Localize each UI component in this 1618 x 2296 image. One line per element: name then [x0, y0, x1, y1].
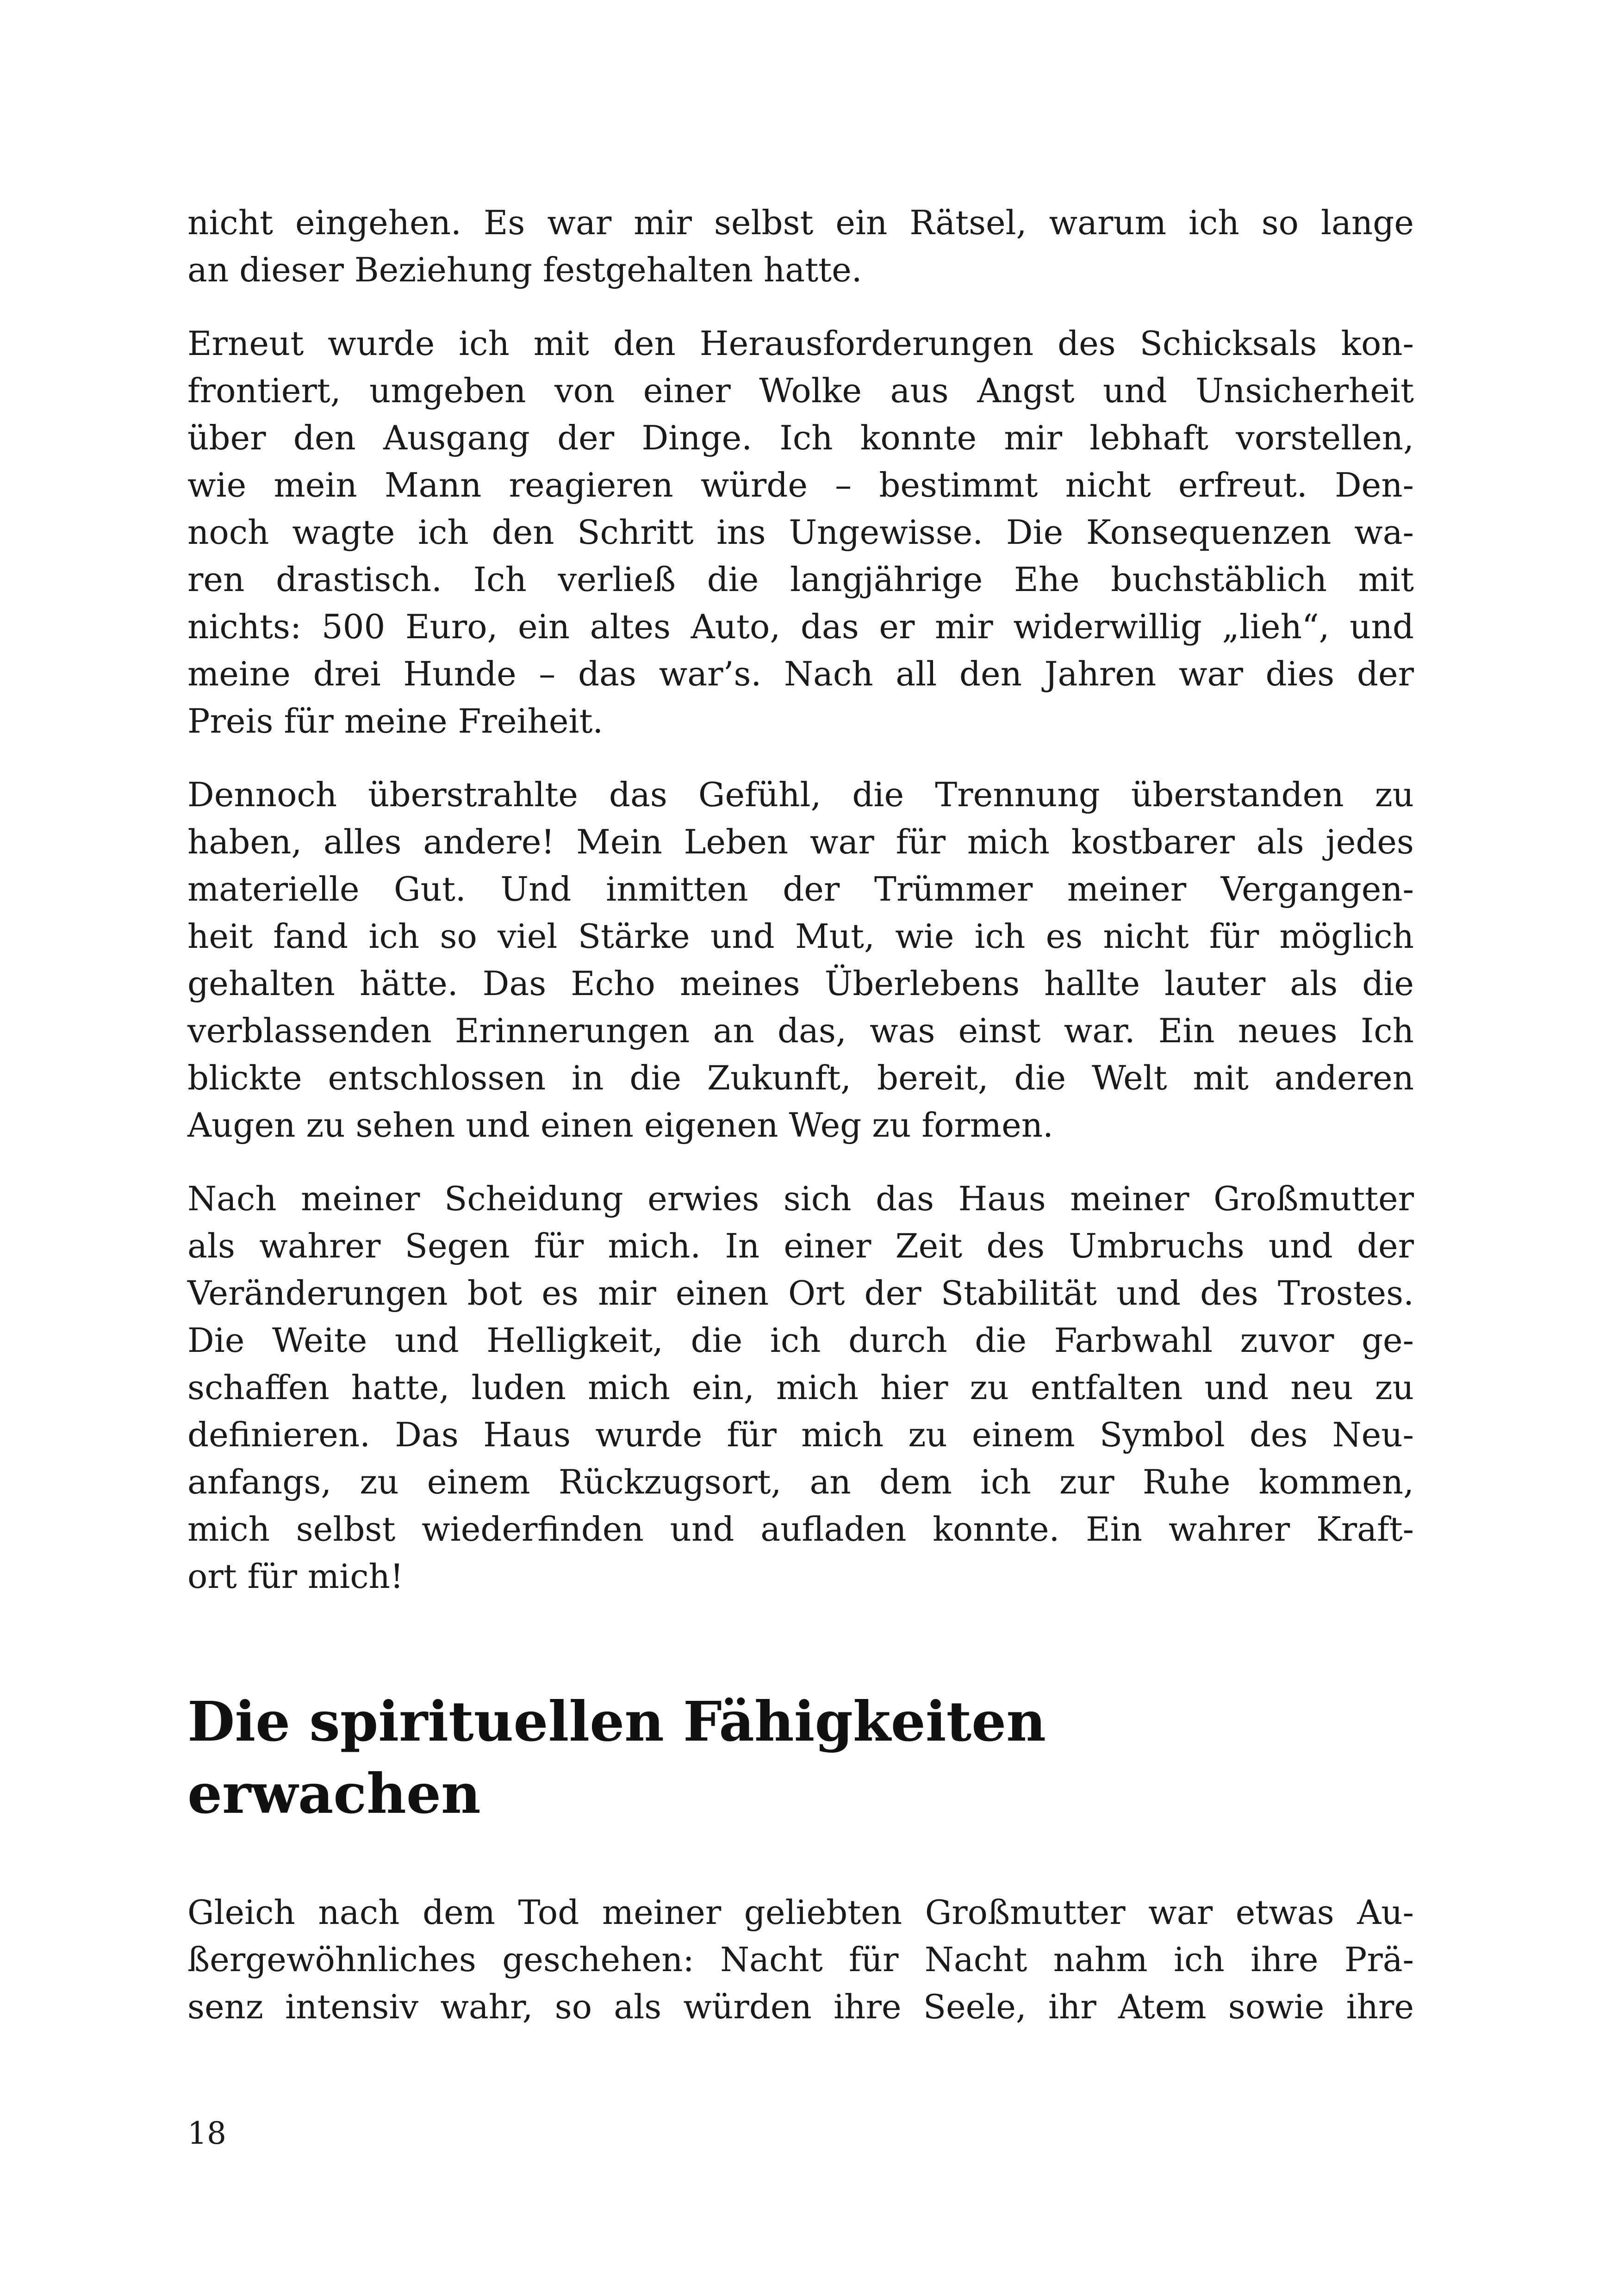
paragraph-4 [187, 1175, 1414, 1600]
heading-line: erwachen [187, 1761, 481, 1826]
text-line: ßergewöhnliches geschehen: Nacht für Nacht nahm ich ihre Prä- [187, 1940, 1414, 1979]
section-heading [187, 1686, 1414, 1830]
text-line: als wahrer Segen für mich. In einer Zeit des Umbruchs und der [187, 1226, 1414, 1265]
text-line: Die Weite und Helligkeit, die ich durch die Farbwahl zuvor ge- [187, 1321, 1414, 1360]
text-line: senz intensiv wahr, so als würden ihre Seele, ihr Atem sowie ihre [187, 1987, 1414, 2026]
text-line: Dennoch überstrahlte das Gefühl, die Trennung überstanden zu [187, 775, 1414, 814]
text-line: heit fand ich so viel Stärke und Mut, wie ich es nicht für möglich [187, 917, 1414, 956]
text-line: Augen zu sehen und einen eigenen Weg zu formen. [187, 1106, 1053, 1145]
text-line: Erneut wurde ich mit den Herausforderungen des Schicksals kon- [187, 324, 1414, 363]
text-line: anfangs, zu einem Rückzugsort, an dem ich zur Ruhe kommen, [187, 1462, 1414, 1501]
text-line: haben, alles andere! Mein Leben war für mich kostbarer als jedes [187, 822, 1414, 861]
text-line: nichts: 500 Euro, ein altes Auto, das er mir widerwillig „lieh“, und [187, 607, 1414, 646]
text-line: Veränderungen bot es mir einen Ort der Stabilität und des Trostes. [187, 1274, 1414, 1313]
text-line: ort für mich! [187, 1557, 404, 1596]
page-body [187, 199, 1414, 2057]
page-number: 18 [187, 2116, 226, 2151]
text-line: meine drei Hunde – das war’s. Nach all den Jahren war dies der [187, 654, 1414, 693]
text-line: Nach meiner Scheidung erwies sich das Haus meiner Großmutter [187, 1179, 1414, 1218]
text-line: Gleich nach dem Tod meiner geliebten Großmutter war etwas Au- [187, 1893, 1414, 1932]
paragraph-1 [187, 199, 1414, 293]
text-line: gehalten hätte. Das Echo meines Überlebens hallte lauter als die [187, 964, 1414, 1003]
text-line: über den Ausgang der Dinge. Ich konnte mir lebhaft vorstellen, [187, 418, 1414, 457]
text-line: ren drastisch. Ich verließ die langjährige Ehe buchstäblich mit [187, 560, 1414, 599]
text-line: an dieser Beziehung festgehalten hatte. [187, 250, 862, 289]
text-line: nicht eingehen. Es war mir selbst ein Rätsel, warum ich so lange [187, 203, 1414, 242]
paragraph-2 [187, 320, 1414, 745]
text-line: verblassenden Erinnerungen an das, was einst war. Ein neues Ich [187, 1011, 1414, 1050]
paragraph-5 [187, 1889, 1414, 2030]
heading-line: Die spirituellen Fähigkeiten [187, 1689, 1046, 1754]
paragraph-3 [187, 771, 1414, 1149]
text-line: materielle Gut. Und inmitten der Trümmer meiner Vergangen- [187, 870, 1414, 908]
text-line: mich selbst wiederfinden und aufladen konnte. Ein wahrer Kraft- [187, 1510, 1414, 1549]
text-line: noch wagte ich den Schritt ins Ungewisse. Die Konsequenzen wa- [187, 513, 1414, 552]
text-line: schaffen hatte, luden mich ein, mich hier zu entfalten und neu zu [187, 1368, 1414, 1407]
text-line: blickte entschlossen in die Zukunft, bereit, die Welt mit anderen [187, 1058, 1414, 1097]
text-line: frontiert, umgeben von einer Wolke aus Angst und Unsicherheit [187, 371, 1414, 410]
text-line: wie mein Mann reagieren würde – bestimmt nicht erfreut. Den- [187, 466, 1414, 504]
text-line: definieren. Das Haus wurde für mich zu einem Symbol des Neu- [187, 1415, 1414, 1454]
text-line: Preis für meine Freiheit. [187, 702, 604, 740]
